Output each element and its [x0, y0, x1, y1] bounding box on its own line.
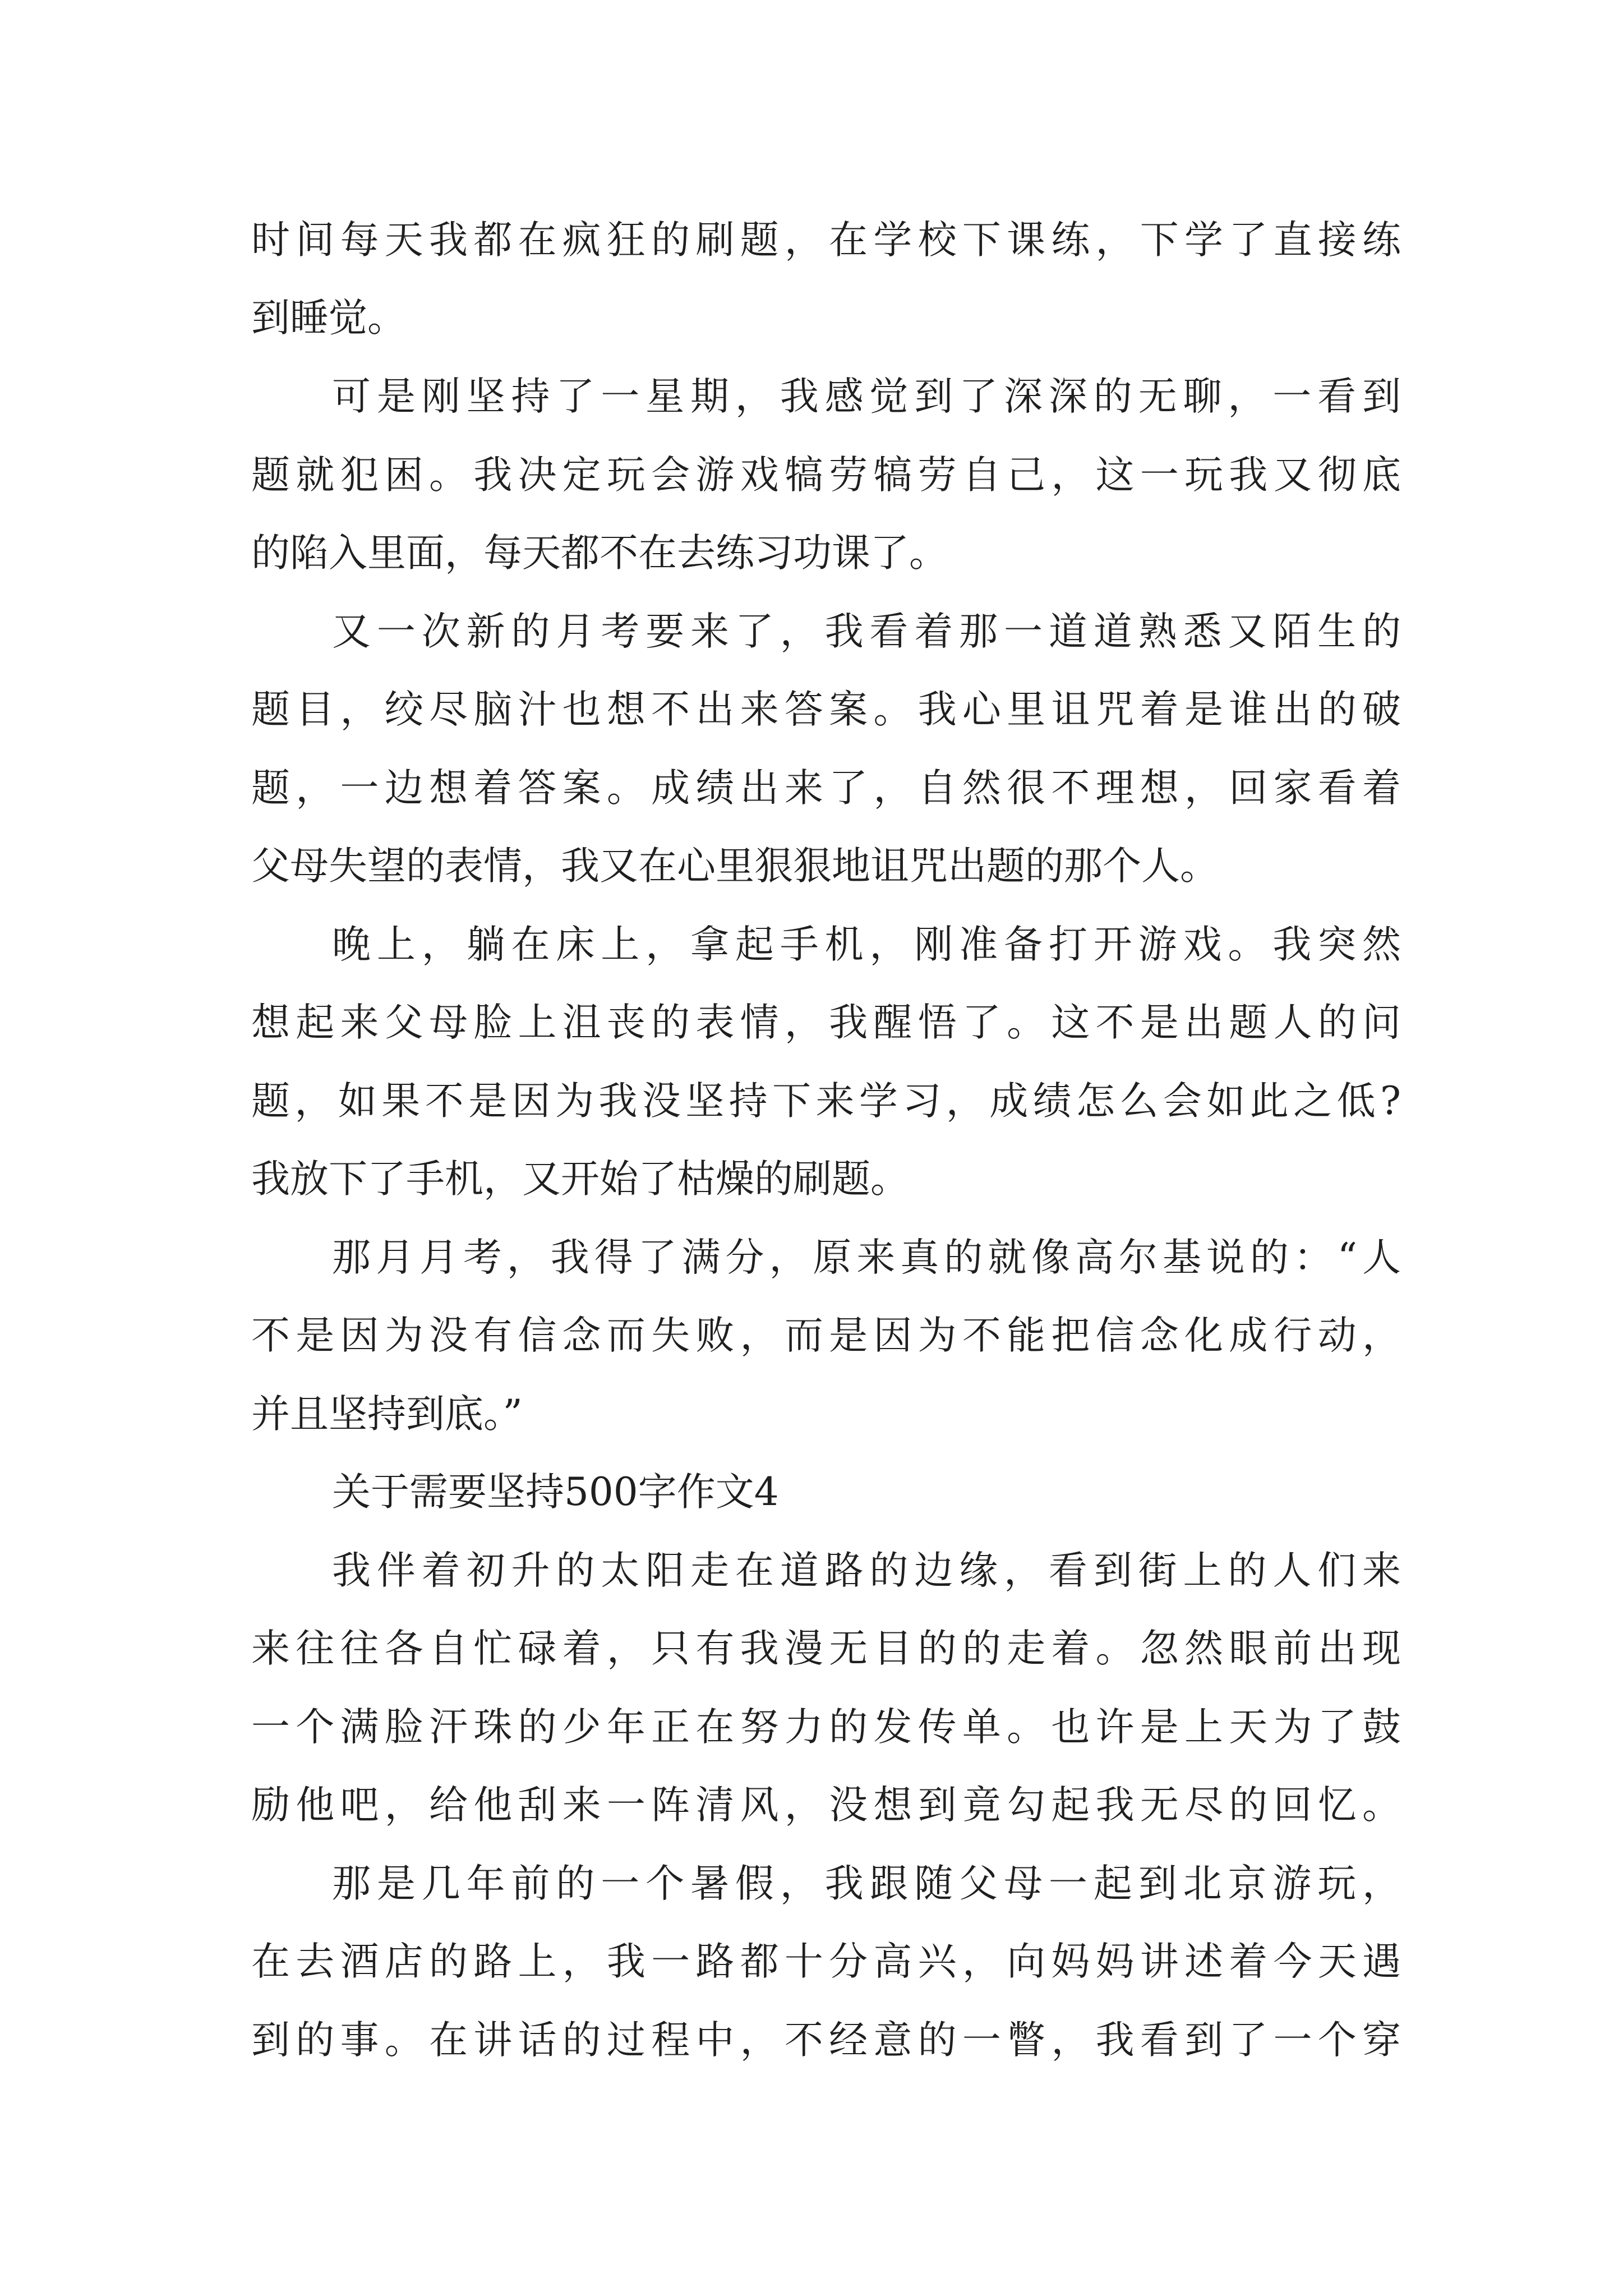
text-line: 的陷入里面，每天都不在去练习功课了。	[251, 531, 948, 576]
text-line: 并且坚持到底。”	[251, 1392, 523, 1437]
text-line: 一个满脸汗珠的少年正在努力的发传单。也许是上天为了鼓	[251, 1705, 1401, 1750]
text-line: 到的事。在讲话的过程中，不经意的一瞥，我看到了一个穿	[251, 2018, 1401, 2063]
text-line: 在去酒店的路上，我一路都十分高兴，向妈妈讲述着今天遇	[251, 1939, 1401, 1984]
text-line: 父母失望的表情，我又在心里狠狠地诅咒出题的那个人。	[251, 844, 1219, 889]
text-line: 可是刚坚持了一星期，我感觉到了深深的无聊，一看到	[332, 374, 1401, 419]
text-line: 不是因为没有信念而失败，而是因为不能把信念化成行动，	[251, 1313, 1401, 1358]
text-line: 时间每天我都在疯狂的刷题，在学校下课练，下学了直接练	[251, 218, 1401, 263]
text-line: 题就犯困。我决定玩会游戏犒劳犒劳自己，这一玩我又彻底	[251, 453, 1401, 498]
text-line: 题，如果不是因为我没坚持下来学习，成绩怎么会如此之低?	[251, 1079, 1401, 1124]
text-line: 题，一边想着答案。成绩出来了，自然很不理想，回家看着	[251, 766, 1401, 811]
text-line: 题目，绞尽脑汁也想不出来答案。我心里诅咒着是谁出的破	[251, 687, 1401, 732]
text-line: 又一次新的月考要来了，我看着那一道道熟悉又陌生的	[332, 609, 1401, 654]
text-line: 我放下了手机，又开始了枯燥的刷题。	[251, 1157, 909, 1202]
text-line: 想起来父母脸上沮丧的表情，我醒悟了。这不是出题人的问	[251, 1000, 1401, 1045]
text-line: 来往往各自忙碌着，只有我漫无目的的走着。忽然眼前出现	[251, 1626, 1401, 1671]
text-line: 励他吧，给他刮来一阵清风，没想到竟勾起我无尽的回忆。	[251, 1783, 1401, 1828]
section-heading: 关于需要坚持500字作文4	[332, 1470, 779, 1515]
text-line: 到睡觉。	[251, 296, 406, 341]
text-line: 我伴着初升的太阳走在道路的边缘，看到街上的人们来	[332, 1548, 1401, 1593]
text-line: 那是几年前的一个暑假，我跟随父母一起到北京游玩，	[332, 1861, 1401, 1906]
text-line: 晚上，躺在床上，拿起手机，刚准备打开游戏。我突然	[332, 922, 1401, 967]
text-line: 那月月考，我得了满分，原来真的就像高尔基说的：“人	[332, 1235, 1401, 1280]
